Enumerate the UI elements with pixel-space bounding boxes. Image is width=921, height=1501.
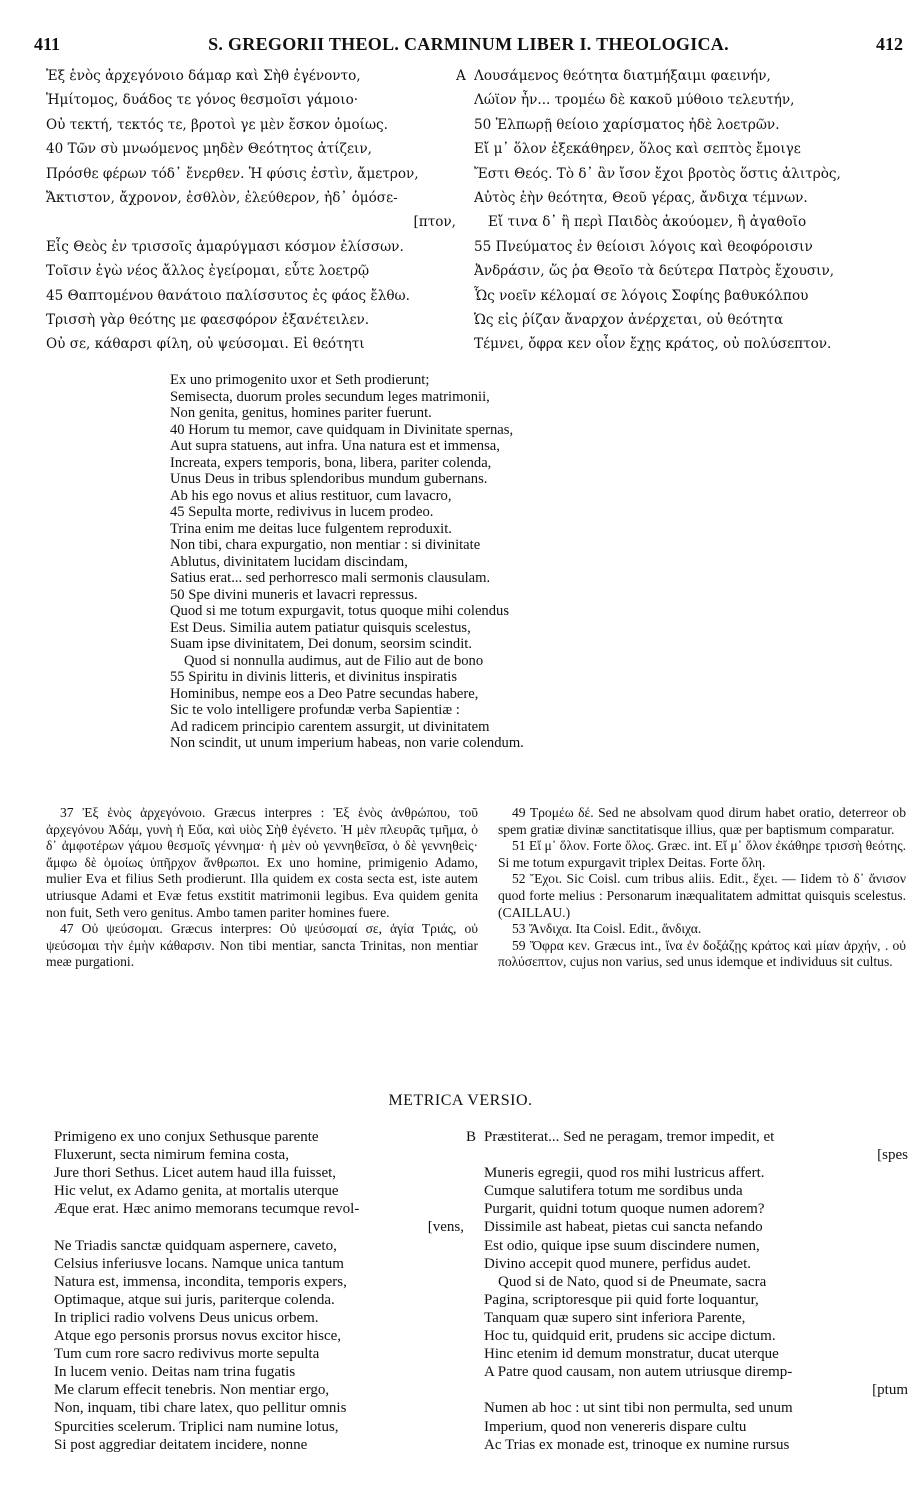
greek-verse-line: Πρόσθε φέρων τόδ᾽ ἔνερθεν. Ἡ φύσις ἐστὶν, ἄμετρον, bbox=[46, 165, 419, 182]
metrical-verse-line: Non, inquam, tibi chare latex, quo pellitur omnis bbox=[54, 1400, 347, 1417]
margin-letter-a: A bbox=[456, 68, 466, 84]
metrical-verse-line: In triplici radio volvens Deus unicus orbem. bbox=[54, 1309, 319, 1326]
metrical-verse-line: In lucem venio. Deitas nam trina fugatis bbox=[54, 1364, 296, 1381]
metrical-verse-line: Cumque salutifera totum me sordibus unda bbox=[484, 1183, 743, 1200]
greek-text-right-column bbox=[474, 64, 906, 357]
greek-verse-line: Ἔστι Θεός. Τὸ δ᾽ ἂν ἴσον ἔχοι βροτὸς ὅστις ἀλιτρὸς, bbox=[474, 165, 841, 182]
greek-verse-line: Ἀνδράσιν, ὥς ῥα Θεοῖο τὰ δεύτερα Πατρὸς ἔχουσιν, bbox=[474, 263, 835, 280]
metrical-verse-line: Spurcities scelerum. Triplici nam numine lotus, bbox=[54, 1418, 339, 1435]
metrical-verse-line: Præstiterat... Sed ne peragam, tremor impedit, et bbox=[484, 1129, 775, 1145]
metrical-verse-line: Ne Triadis sanctæ quidquam aspernere, caveto, bbox=[54, 1237, 337, 1254]
greek-verse-line: Τοῖσιν ἐγὼ νέος ἄλλος ἐγείρομαι, εὖτε λοετρῷ bbox=[46, 263, 370, 280]
metrica-versio-left-column bbox=[54, 1128, 464, 1454]
footnotes-left-column bbox=[46, 805, 478, 971]
metrical-verse-line: Muneris egregii, quod ros mihi lustricus affert. bbox=[484, 1165, 765, 1182]
greek-verse-line: Αὐτὸς ἑὴν θεότητα, Θεοῦ γέρας, ἄνδιχα τέμνων. bbox=[474, 190, 808, 207]
latin-verse-line: Ab his ego novus et alius restituor, cum lavacro, bbox=[170, 487, 452, 504]
greek-verse-line: Τρισσὴ γὰρ θεότης με φαεσφόρον ἐξανέτειλεν. bbox=[46, 312, 370, 329]
footnote: 37 Ἐξ ἑνὸς ἀρχεγόνοιο. Græcus interpres : Ἐξ ἑνὸς ἀνθρώπου, τοῦ ἀρχεγόνου Ἀδάμ, γυνὴ ἡ Εὔα, καὶ υἱὸς Σὴθ ἐγένετο. Ἡ μὲν πλευρᾶς τμῆμα, ὁ δ᾽ ἀμφοτέρων γάμου θεσμοῖς γέννημα· ἡ μὲν οὐ γεννηθεῖσα, ὁ δὲ γεννηθεὶς· ἄμφω δὲ ὁμοίως ὑπῆρχον ἄνθρωποι. Ex uno homine, primigenio Adamo, mulier Eva et filius Seth prodierunt. Illa quidem ex costa secta est, iste autem utriusque Adami et Evæ fetus exstitit matrimonii legibus. Eva quidem genita non fuit, Seth vero genitus. Ambo tamen pariter homines fuere. bbox=[46, 805, 478, 920]
latin-verse-line: 45 Sepulta morte, redivivus in lucem prodeo. bbox=[170, 504, 434, 520]
greek-verse-line: 50 Ἐλπωρῇ θείοιο χαρίσματος ἠδὲ λοετρῶν. bbox=[474, 116, 780, 133]
greek-verse-line: Ἄκτιστον, ἄχρονον, ἐσθλὸν, ἐλεύθερον, ἠδ᾽ ὁμόσε- bbox=[46, 190, 398, 207]
metrical-verse-line: Purgarit, quidni totum quoque numen adorem? bbox=[484, 1201, 765, 1218]
greek-verse-line: Λώϊον ἦν... τρομέω δὲ κακοῦ μύθοιο τελευτήν, bbox=[474, 92, 795, 109]
metrical-verse-line: Atque ego personis prorsus novus excitor hisce, bbox=[54, 1328, 342, 1345]
footnote: 49 Τρομέω δέ. Sed ne absolvam quod dirum habet oratio, deterreor ob spem gratiæ divinæ sanctitatisque illius, quæ per baptismum comparatur. bbox=[498, 805, 906, 837]
greek-verse-line: Ἐξ ἑνὸς ἀρχεγόνοιο δάμαρ καὶ Σὴθ ἐγένοντο, bbox=[46, 68, 361, 84]
latin-verse-line: Trina enim me deitas luce fulgentem reproduxit. bbox=[170, 520, 452, 537]
metrical-verse-line: Ac Trias ex monade est, trinoque ex numine rursus bbox=[484, 1436, 790, 1453]
metrical-verse-line: Pagina, scriptoresque pii quid forte loquantur, bbox=[484, 1291, 759, 1308]
greek-verse-line: Ὧς νοεῖν κέλομαί σε λόγοις Σοφίης βαθυκόλπου bbox=[474, 287, 809, 304]
metrical-verse-line: Quod si de Nato, quod si de Pneumate, sacra bbox=[498, 1273, 767, 1290]
metrical-verse-line: Numen ab hoc : ut sint tibi non permulta, sed unum bbox=[484, 1400, 793, 1417]
metrica-versio-heading: METRICA VERSIO. bbox=[388, 1092, 533, 1109]
metrical-verse-line: Celsius inferiusve locans. Namque unica tantum bbox=[54, 1255, 344, 1272]
greek-verse-line: Εἴ τινα δ᾽ ἢ περὶ Παιδὸς ἀκούομεν, ἢ ἀγαθοῖο bbox=[488, 214, 807, 231]
latin-verse-line: Ablutus, divinitatem lucidam discindam, bbox=[170, 553, 408, 570]
greek-verse-line: Τέμνει, ὄφρα κεν οἶον ἔχῃς κράτος, οὐ πολύσεπτον. bbox=[474, 336, 832, 353]
metrical-verse-line: Imperium, quod non venereris dispare cultu bbox=[484, 1418, 747, 1435]
metrical-verse-line: Æque erat. Hæc animo memorans tecumque revol- bbox=[54, 1201, 360, 1218]
greek-verse-line: Ὡς εἰς ῥίζαν ἄναρχον ἀνέρχεται, οὐ θεότητα bbox=[474, 312, 784, 329]
latin-verse-line: Aut supra statuens, aut infra. Una natura est et immensa, bbox=[170, 438, 500, 454]
latin-verse-line: Non scindit, ut unum imperium habeas, non varie colendum. bbox=[170, 735, 524, 751]
latin-verse-line: Sic te volo intelligere profundæ verba Sapientiæ : bbox=[170, 702, 460, 718]
latin-verse-line: 55 Spiritu in divinis litteris, et divinitus inspiratis bbox=[170, 669, 458, 685]
latin-verse-line: Quod si nonnulla audimus, aut de Filio aut de bono bbox=[184, 652, 484, 669]
metrical-verse-line: Divino accepit quod munere, perfidus audet. bbox=[484, 1255, 751, 1272]
page-number-right: 412 bbox=[876, 34, 903, 54]
latin-verse-line: 40 Horum tu memor, cave quidquam in Divinitate spernas, bbox=[170, 421, 514, 438]
latin-verse-line: Satius erat... sed perhorresco mali sermonis clausulam. bbox=[170, 570, 491, 586]
metrical-verse-line: [ptum bbox=[872, 1382, 908, 1399]
metrical-verse-line: Hic velut, ex Adamo genita, at mortalis uterque bbox=[54, 1183, 339, 1200]
metrical-verse-line: Est odio, quique ipse suum discindere numen, bbox=[484, 1237, 760, 1254]
latin-verse-line: Non tibi, chara expurgatio, non mentiar : si divinitate bbox=[170, 537, 481, 553]
margin-letter-b: B bbox=[466, 1129, 477, 1145]
metrical-verse-line: A Patre quod causam, non autem utriusque diremp- bbox=[484, 1364, 793, 1381]
latin-verse-line: Ad radicem principio carentem assurgit, ut divinitatem bbox=[170, 718, 490, 735]
metrical-verse-line: [vens, bbox=[427, 1219, 464, 1236]
footnote: 53 Ἄνδιχα. Ita Coisl. Edit., ἄνδιχα. bbox=[512, 921, 702, 937]
latin-verse-line: Ex uno primogenito uxor et Seth prodierunt; bbox=[170, 372, 430, 388]
footnote: 52 Ἔχοι. Sic Coisl. cum tribus aliis. Edit., ἔχει. — Iidem τὸ δ᾽ ἄνισον quod forte melius : Personarum inæqualitatem admittat quisquis scelestus. (CAILLAU.) bbox=[498, 871, 906, 920]
metrical-verse-line: Natura est, immensa, incondita, temporis expers, bbox=[54, 1273, 347, 1290]
metrical-verse-line: Hinc etenim id demum monstratur, ducat uterque bbox=[484, 1346, 779, 1363]
latin-prose-version bbox=[170, 372, 710, 752]
metrical-verse-line: Tum cum rore sacro redivivus morte sepulta bbox=[54, 1346, 320, 1363]
metrical-verse-line: Jure thori Sethus. Licet autem haud illa fuisset, bbox=[54, 1165, 337, 1182]
greek-text-left-column bbox=[46, 64, 456, 357]
greek-verse-line: Εἷς Θεὸς ἐν τρισσοῖς ἀμαρύγμασι κόσμον ἐλίσσων. bbox=[46, 238, 404, 255]
greek-verse-line: 45 Θαπτομένου θανάτοιο παλίσσυτος ἐς φάος ἔλθω. bbox=[46, 287, 410, 304]
latin-verse-line: Increata, expers temporis, bona, libera, pariter colenda, bbox=[170, 454, 492, 471]
latin-verse-line: Hominibus, nempe eos a Deo Patre secundas habere, bbox=[170, 685, 479, 702]
greek-verse-line: Ἡμίτομος, δυάδος τε γόνος θεσμοῖσι γάμοιο· bbox=[46, 92, 359, 109]
greek-verse-line: 40 Τῶν σὺ μνωόμενος μηδὲν Θεότητος ἀτίζειν, bbox=[46, 141, 372, 158]
metrical-verse-line: Optimaque, atque sui juris, pariterque colenda. bbox=[54, 1291, 335, 1308]
footnote: 47 Οὐ ψεύσομαι. Græcus interpres: Οὐ ψεύσομαί σε, ἁγία Τριάς, οὐ ψεύσομαι τὴν ἐμὴν κάθαρσιν. Non tibi mentiar, sancta Trinitas, non mentiar meæ purgationi. bbox=[46, 921, 478, 970]
footnote: 59 Ὄφρα κεν. Græcus int., ἵνα ἐν δοξάζῃς κράτος καὶ μίαν ἀρχήν, . οὐ πολύσεπτον, cujus non varius, sed unus idemque et individuus sit cultus. bbox=[498, 937, 906, 970]
running-title: S. GREGORII THEOL. CARMINUM LIBER I. THEOLOGICA. bbox=[208, 34, 729, 54]
latin-verse-line: Non genita, genitus, homines pariter fuerunt. bbox=[170, 405, 432, 421]
latin-verse-line: 50 Spe divini muneris et lavacri repressus. bbox=[170, 586, 418, 603]
latin-verse-line: Unus Deus in tribus splendoribus mundum gubernans. bbox=[170, 471, 488, 487]
greek-verse-line: Εἴ μ᾽ ὅλον ἐξεκάθηρεν, ὅλος καὶ σεπτὸς ἔμοιγε bbox=[474, 141, 801, 158]
latin-verse-line: Quod si me totum expurgavit, totus quoque mihi colendus bbox=[170, 603, 510, 619]
metrical-verse-line: Fluxerunt, secta nimirum femina costa, bbox=[54, 1147, 289, 1164]
metrica-versio-right-column bbox=[484, 1128, 908, 1454]
greek-verse-line: Οὐ τεκτή, τεκτός τε, βροτοὶ γε μὲν ἔσκον ὁμοίως. bbox=[46, 116, 388, 133]
metrical-verse-line: Primigeno ex uno conjux Sethusque parente bbox=[54, 1129, 319, 1145]
greek-verse-line: Λουσάμενος θεότητα διατμήξαιμι φαεινήν, bbox=[474, 68, 771, 84]
page-number-left: 411 bbox=[34, 34, 61, 54]
metrical-verse-line: Si post aggrediar deitatem incidere, nonne bbox=[54, 1436, 308, 1453]
latin-verse-line: Suam ipse divinitatem, Dei donum, seorsim scindit. bbox=[170, 636, 472, 652]
metrical-verse-line: Dissimile ast habeat, pietas cui sancta nefando bbox=[484, 1219, 763, 1236]
latin-verse-line: Est Deus. Similia autem patiatur quisquis scelestus, bbox=[170, 619, 471, 636]
metrical-verse-line: Tanquam quæ supero sint inferiora Parente, bbox=[484, 1309, 746, 1326]
metrical-verse-line: [spes bbox=[877, 1147, 908, 1164]
latin-verse-line: Semisecta, duorum proles secundum leges matrimonii, bbox=[170, 388, 490, 405]
metrical-verse-line: Hoc tu, quidquid erit, prudens sic accipe dictum. bbox=[484, 1328, 776, 1345]
greek-verse-line: 55 Πνεύματος ἐν θείοισι λόγοις καὶ θεοφόροισιν bbox=[474, 238, 813, 255]
footnotes-right-column bbox=[498, 805, 906, 971]
greek-verse-line: [πτον, bbox=[413, 214, 456, 231]
metrical-verse-line: Me clarum effecit tenebris. Non mentiar ergo, bbox=[54, 1382, 330, 1399]
running-header bbox=[34, 34, 903, 60]
footnote: 51 Εἴ μ᾽ ὅλον. Forte ὅλος. Græc. int. Εἴ μ᾽ ὅλον ἐκάθηρε τρισσὴ θεότης. Si me totum expurgavit triplex Deitas. Forte ὅλη. bbox=[498, 838, 906, 870]
greek-verse-line: Οὐ σε, κάθαρσι φίλη, οὐ ψεύσομαι. Εἰ θεότητι bbox=[46, 336, 365, 353]
